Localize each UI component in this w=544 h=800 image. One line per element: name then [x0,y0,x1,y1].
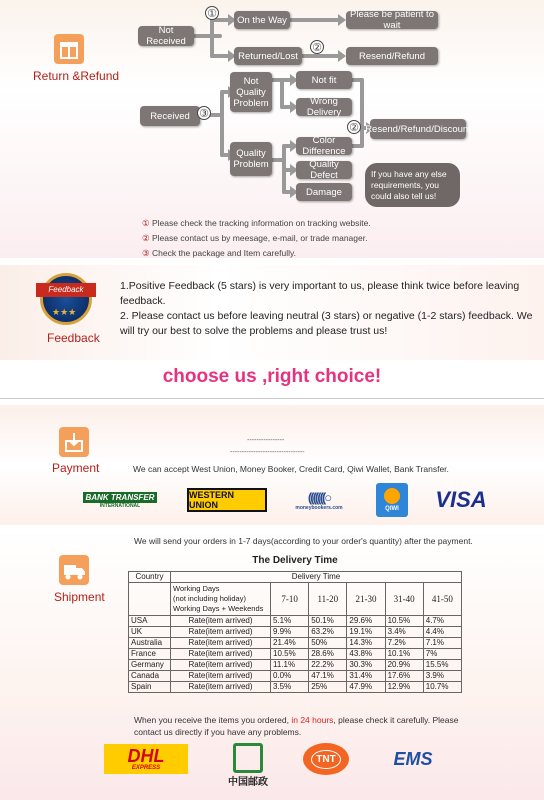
slogan: choose us ,right choice! [162,366,382,387]
dhl-logo: DHL EXPRESS [104,744,188,774]
rate-value-cell: 17.6% [385,671,423,682]
range-header: 11-20 [309,583,347,616]
table-row [129,682,462,693]
country-cell: UK [129,627,171,638]
rate-value-cell: 19.1% [347,627,385,638]
on-the-way-box: On the Way [234,11,290,29]
rate-value-cell: 15.5% [423,660,461,671]
received-box: Received [140,106,200,126]
shipment-intro: We will send your orders in 1-7 days(according to your order's quantity) after the payment. [134,536,473,546]
return-notes [142,216,371,261]
note-item: ① Please check the tracking information on tracking website. [142,218,371,228]
rate-value-cell: 25% [309,682,347,693]
resend-refund-box: Resend/Refund [346,47,438,65]
range-header: 31-40 [385,583,423,616]
rate-value-cell: 63.2% [309,627,347,638]
header-delivery-time: Delivery Time [171,572,462,583]
dash-line-2: -------------------------------- [230,449,305,456]
feedback-ribbon: Feedback [36,283,96,297]
feedback-line-2: 2. Please contact us before leaving neutral (3 stars) or negative (1-2 stars) feedback. We will try our best to solve the problems and please trust us! [120,310,533,337]
stars-icon: ★★★ [52,307,77,317]
rate-value-cell: 10.5% [385,616,423,627]
moneybookers-logo: (((((((○ moneybookers.com [295,489,343,511]
rate-value-cell: 10.1% [385,649,423,660]
note-item: ③ Check the package and Item carefully. [142,248,296,258]
feedback-section [0,265,544,360]
rate-value-cell: 50% [309,638,347,649]
visa-logo: VISA [435,487,487,512]
country-cell: Spain [129,682,171,693]
country-cell: USA [129,616,171,627]
rate-value-cell: 11.1% [271,660,309,671]
rate-label-cell: Rate(item arrived) [171,638,271,649]
rate-value-cell: 22.2% [309,660,347,671]
rate-value-cell: 3.9% [423,671,461,682]
header-country: Country [129,572,171,583]
table-row [129,649,462,660]
rate-value-cell: 5.1% [271,616,309,627]
country-cell: Australia [129,638,171,649]
rate-value-cell: 3.4% [385,627,423,638]
rate-label-cell: Rate(item arrived) [171,671,271,682]
rate-label-cell: Rate(item arrived) [171,627,271,638]
china-post-logo: 中国邮政 [220,737,276,793]
payment-section [0,405,544,525]
rate-value-cell: 50.1% [309,616,347,627]
rate-value-cell: 31.4% [347,671,385,682]
western-union-logo: WESTERN UNION [187,488,267,512]
truck-icon [59,555,89,585]
not-received-box: Not Received [138,26,194,46]
shipment-section [0,530,544,800]
table-row [129,616,462,627]
wrong-delivery-box: Wrong Delivery [296,98,352,116]
rate-value-cell: 7.1% [423,638,461,649]
rate-label-cell: Rate(item arrived) [171,616,271,627]
quality-problem-box: Quality Problem [230,142,272,176]
rate-value-cell: 7% [423,649,461,660]
country-cell: Germany [129,660,171,671]
be-patient-box: Please be patient to wait [346,11,438,29]
rate-value-cell: 29.6% [347,616,385,627]
rate-value-cell: 21.4% [271,638,309,649]
resend-refund-discount-box: Resend/Refund/Discount [370,119,466,139]
payment-download-icon [59,427,89,457]
circled-3: ③ [197,106,211,120]
delivery-rows [129,616,462,693]
rate-value-cell: 10.7% [423,682,461,693]
rate-label-cell: Rate(item arrived) [171,660,271,671]
rate-value-cell: 0.0% [271,671,309,682]
rate-value-cell: 30.3% [347,660,385,671]
table-row [129,660,462,671]
divider [0,398,544,399]
range-header: 7-10 [271,583,309,616]
requirements-bubble: If you have any else requirements, you could also tell us! [365,163,460,207]
feedback-title: Feedback [47,331,100,345]
rate-label-cell: Rate(item arrived) [171,649,271,660]
payment-title: Payment [52,461,100,475]
returned-lost-box: Returned/Lost [234,47,302,65]
delivery-table-title: The Delivery Time [252,555,338,566]
circled-2b: ② [347,120,361,134]
range-header: 41-50 [423,583,461,616]
table-row [129,671,462,682]
delivery-table [128,571,462,693]
rate-value-cell: 3.5% [271,682,309,693]
rate-label-cell: Rate(item arrived) [171,682,271,693]
shipment-title: Shipment [54,590,105,604]
return-refund-title: Return &Refund [33,69,120,83]
rate-value-cell: 12.9% [385,682,423,693]
color-difference-box: Color Difference [296,137,352,155]
circled-1: ① [205,6,219,20]
not-quality-problem-box: Not Quality Problem [230,72,272,112]
range-header: 21-30 [347,583,385,616]
table-row [129,638,462,649]
tnt-logo: TNT [303,743,349,775]
rate-value-cell: 4.4% [423,627,461,638]
ems-logo: EMS [393,748,433,769]
return-refund-section [0,0,544,258]
bank-transfer-logo: BANK TRANSFER INTERNATIONAL [80,489,160,511]
country-cell: Canada [129,671,171,682]
china-post-emblem-icon [233,743,263,773]
quality-defect-box: Quality Defect [296,161,352,179]
feedback-line-1: 1.Positive Feedback (5 stars) is very important to us, please think twice before leaving feedback. [120,280,520,307]
rate-value-cell: 43.8% [347,649,385,660]
rate-value-cell: 47.9% [347,682,385,693]
rate-value-cell: 4.7% [423,616,461,627]
rate-value-cell: 10.5% [271,649,309,660]
working-days-cell: Working Days (not including holiday) Working Days + Weekends [171,583,271,616]
rate-value-cell: 47.1% [309,671,347,682]
qiwi-logo: QIWI [376,483,408,517]
shipment-note: When you receive the items you ordered, in 24 hours, please check it carefully. Please contact us directly if you have any problems. [134,715,459,737]
country-cell: France [129,649,171,660]
rate-value-cell: 9.9% [271,627,309,638]
table-row [129,627,462,638]
feedback-text [120,279,540,339]
rate-value-cell: 14.3% [347,638,385,649]
qiwi-circle-icon [384,488,400,504]
payment-methods-text: We can accept West Union, Money Booker, Credit Card, Qiwi Wallet, Bank Transfer. [133,464,449,474]
rate-value-cell: 20.9% [385,660,423,671]
rate-value-cell: 28.6% [309,649,347,660]
flow-arrows [0,0,544,210]
dash-line-1: ---------------- [247,437,285,444]
moneybookers-rings-icon: (((((((○ [307,489,331,505]
note-24h: in 24 hours [291,715,334,725]
not-fit-box: Not fit [296,71,352,89]
rate-value-cell: 7.2% [385,638,423,649]
damage-box: Damage [296,183,352,201]
circled-2: ② [310,40,324,54]
note-item: ② Please contact us by meesage, e-mail, or trade manager. [142,233,368,243]
